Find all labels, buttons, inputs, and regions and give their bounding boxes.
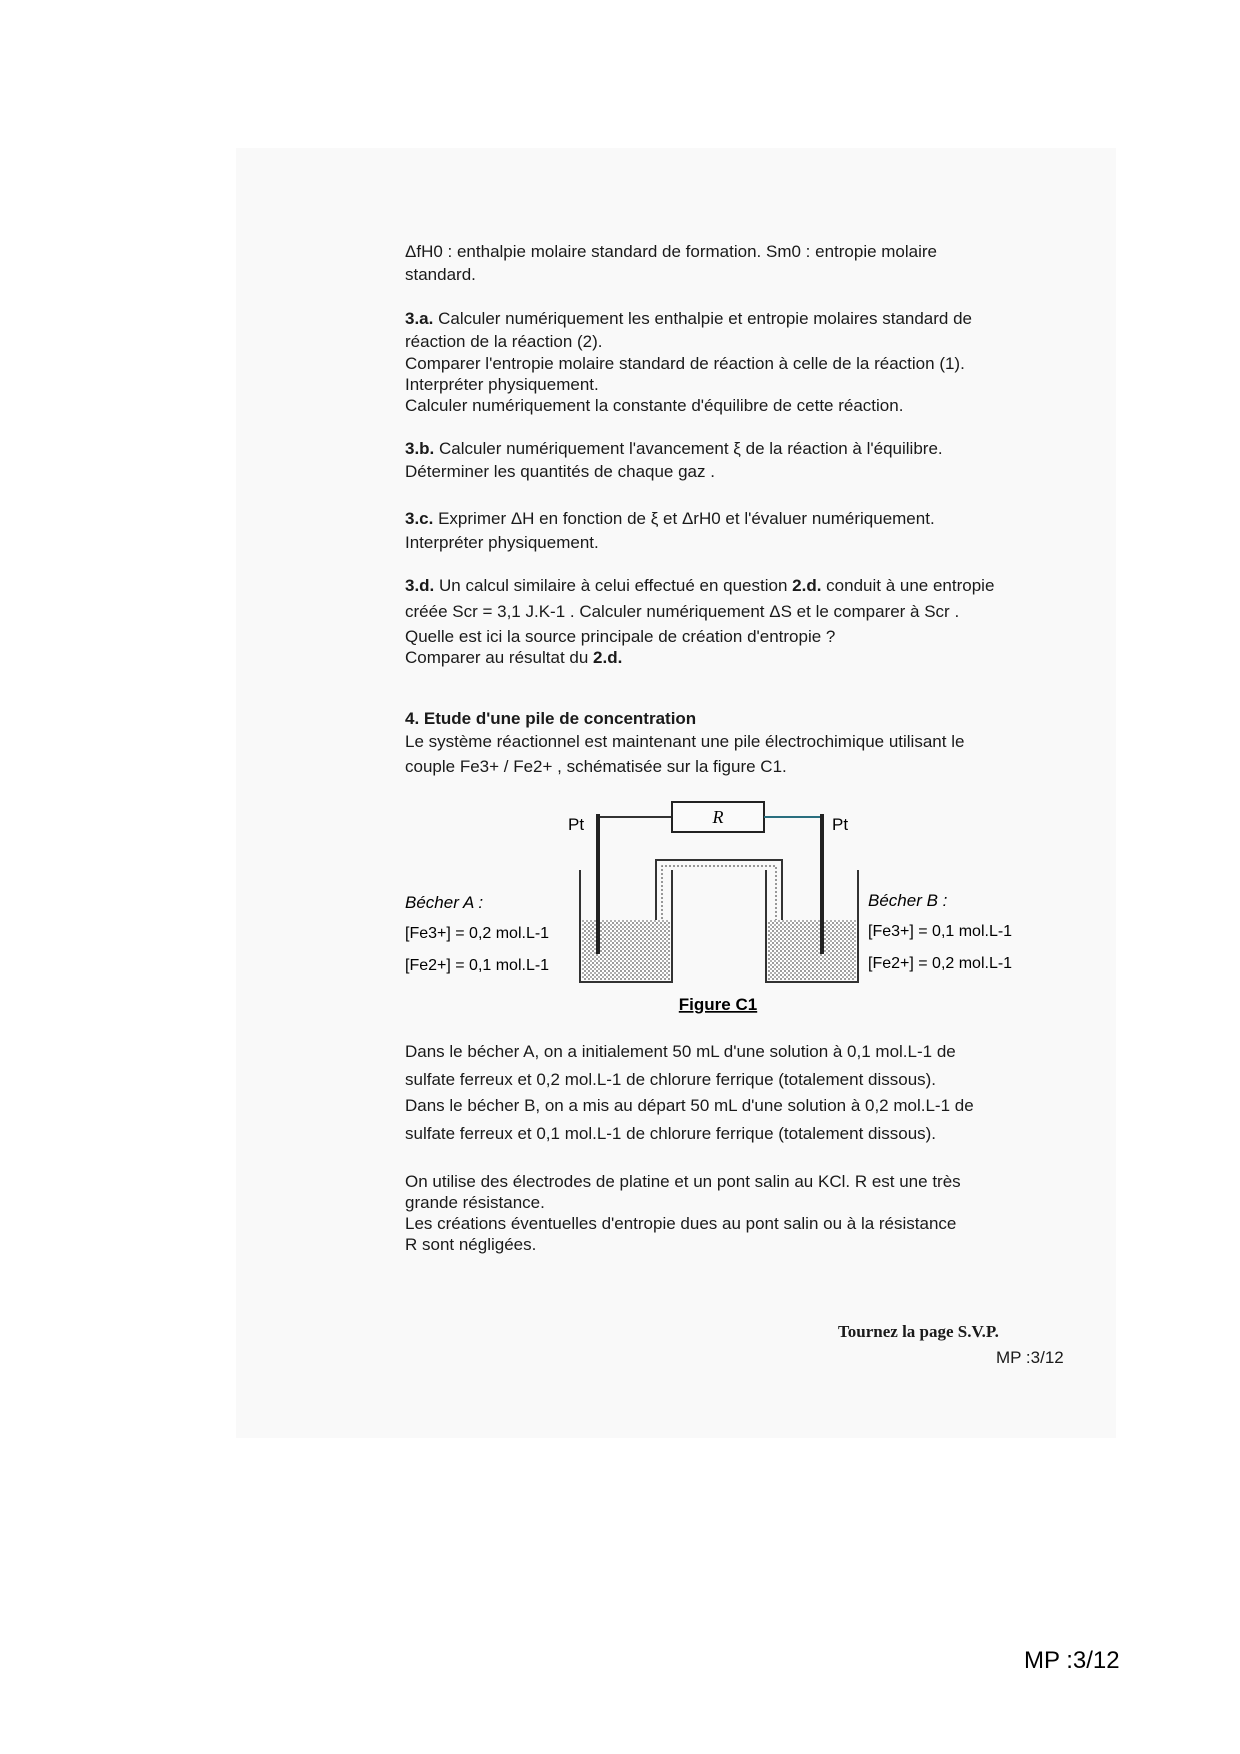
- body-line-6: grande résistance.: [405, 1193, 545, 1212]
- q3d-label: 3.d.: [405, 576, 435, 595]
- q3b-line-2: Déterminer les quantités de chaque gaz .: [405, 462, 715, 481]
- page-number-inner: MP :3/12: [996, 1348, 1064, 1367]
- section4-line-2: couple Fe3+ / Fe2+ , schématisée sur la figure C1.: [405, 757, 787, 776]
- q3a-line-1: [405, 307, 972, 330]
- beaker-a-fe3: [Fe3+] = 0,2 mol.L-1: [405, 925, 550, 942]
- figure-caption: Figure C1: [678, 995, 758, 1014]
- q3a-line-3: Comparer l'entropie molaire standard de réaction à celle de la réaction (1).: [405, 354, 965, 373]
- q3c-text: Exprimer ΔH en fonction de ξ et ΔrH0 et l'évaluer numériquement.: [438, 509, 935, 528]
- q3d-compare-text: Comparer au résultat du: [405, 648, 594, 667]
- body-line-7: Les créations éventuelles d'entropie dues au pont salin ou à la résistance: [405, 1214, 957, 1233]
- q3c-label: 3.c.: [405, 509, 434, 528]
- body-line-4: sulfate ferreux et 0,1 mol.L-1 de chlorure ferrique (totalement dissous).: [405, 1124, 937, 1143]
- resistor-label: R: [712, 807, 724, 827]
- q3b-label: 3.b.: [405, 439, 435, 458]
- q3a-label: 3.a.: [405, 309, 434, 328]
- body-line-3: Dans le bécher B, on a mis au départ 50 mL d'une solution à 0,2 mol.L-1 de: [405, 1096, 974, 1115]
- electrode-left-label: Pt: [568, 815, 585, 834]
- q3b-text: Calculer numériquement l'avancement ξ de la réaction à l'équilibre.: [439, 439, 943, 458]
- q3b-line-1: [405, 437, 943, 460]
- turn-page-note: Tournez la page S.V.P.: [838, 1322, 999, 1341]
- beaker-a-title: Bécher A :: [405, 893, 484, 912]
- intro-line-1: ΔfH0 : enthalpie molaire standard de formation. Sm0 : entropie molaire: [405, 242, 938, 261]
- q3d-compare-ref: 2.d.: [593, 648, 623, 667]
- q3d-text-b: conduit à une entropie: [821, 576, 995, 595]
- q3d-line-4: [405, 646, 622, 669]
- q3d-line-2: créée Scr = 3,1 J.K-1 . Calculer numériquement ΔS et le comparer à Scr .: [405, 602, 960, 621]
- electrode-right: [820, 814, 824, 954]
- beaker-b-fe3: [Fe3+] = 0,1 mol.L-1: [868, 923, 1013, 940]
- intro-line-2: standard.: [405, 265, 476, 284]
- body-line-8: R sont négligées.: [405, 1235, 537, 1254]
- body-line-1: Dans le bécher A, on a initialement 50 mL d'une solution à 0,1 mol.L-1 de: [405, 1042, 956, 1061]
- electrode-left: [596, 814, 600, 954]
- beaker-b-solution: [768, 920, 856, 980]
- q3a-line-2: réaction de la réaction (2).: [405, 332, 603, 351]
- electrode-right-label: Pt: [832, 815, 849, 834]
- beaker-b-fe2: [Fe2+] = 0,2 mol.L-1: [868, 955, 1013, 972]
- q3d-text-a: Un calcul similaire à celui effectué en question: [439, 576, 793, 595]
- q3d-line-3: Quelle est ici la source principale de création d'entropie ?: [405, 627, 836, 646]
- q3a-line-5: Calculer numériquement la constante d'équilibre de cette réaction.: [405, 396, 904, 415]
- q3a-text: Calculer numériquement les enthalpie et entropie molaires standard de: [438, 309, 973, 328]
- figure-c1: [400, 790, 1100, 1020]
- q3d-line-1: [405, 574, 994, 597]
- q3d-ref: 2.d.: [792, 576, 822, 595]
- beaker-a-solution: [582, 920, 670, 980]
- page-number-outer: MP :3/12: [1024, 1647, 1120, 1674]
- q3c-line-2: Interpréter physiquement.: [405, 533, 599, 552]
- beaker-a-fe2: [Fe2+] = 0,1 mol.L-1: [405, 957, 550, 974]
- beaker-b-title: Bécher B :: [868, 891, 948, 910]
- salt-bridge-inner: [662, 866, 776, 935]
- body-line-2: sulfate ferreux et 0,2 mol.L-1 de chlorure ferrique (totalement dissous).: [405, 1070, 937, 1089]
- q3c-line-1: [405, 507, 935, 530]
- section4-title: 4. Etude d'une pile de concentration: [405, 709, 697, 728]
- section4-line-1: Le système réactionnel est maintenant une pile électrochimique utilisant le: [405, 732, 965, 751]
- q3a-line-4: Interpréter physiquement.: [405, 375, 599, 394]
- salt-bridge-outer: [656, 860, 782, 935]
- body-line-5: On utilise des électrodes de platine et un pont salin au KCl. R est une très: [405, 1172, 961, 1191]
